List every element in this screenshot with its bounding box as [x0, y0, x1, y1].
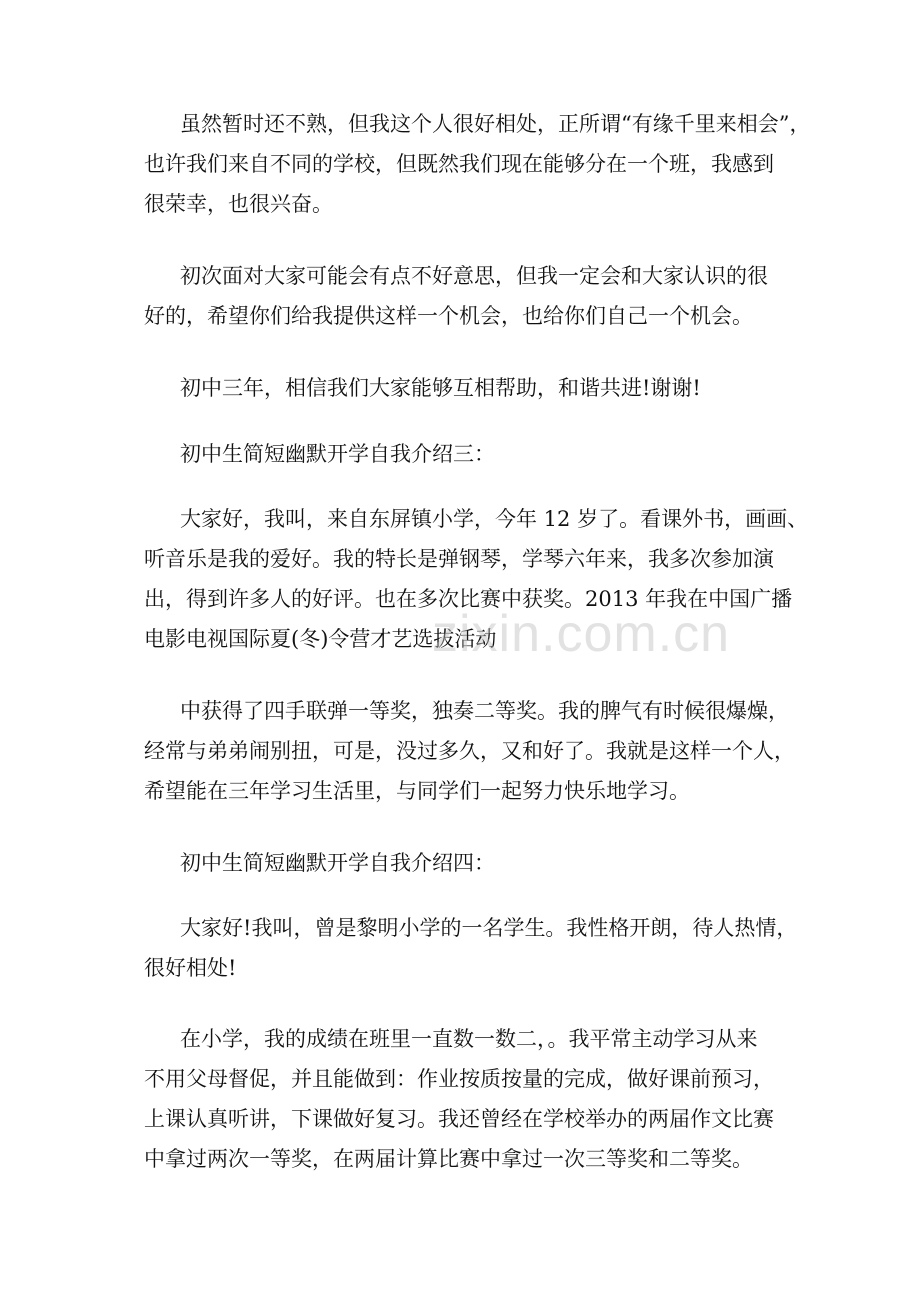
paragraph-7 — [144, 1025, 784, 1185]
text-line: 很荣幸，也很兴奋。 — [144, 192, 333, 216]
paragraph-1 — [144, 110, 811, 230]
text-line: 上课认真听讲，下课做好复习。我还曾经在学校举办的两届作文比赛 — [144, 1107, 774, 1131]
text-line: 大家好!我叫，曾是黎明小学的一名学生。我性格开朗，待人热情， — [180, 916, 798, 940]
text-line: 在小学，我的成绩在班里一直数一数二，。我平常主动学习从来 — [180, 1027, 758, 1051]
text-line: 中拿过两次一等奖，在两届计算比赛中拿过一次三等奖和二等奖。 — [144, 1147, 753, 1171]
text-line: 初中生简短幽默开学自我介绍三： — [180, 442, 495, 466]
section-heading-3 — [144, 440, 784, 480]
section-heading-4 — [144, 849, 784, 889]
text-line: 经常与弟弟闹别扭，可是，没过多久，又和好了。我就是这样一个人， — [144, 739, 795, 763]
text-line: 初次面对大家可能会有点不好意思，但我一定会和大家认识的很 — [180, 264, 768, 288]
text-line: 初中生简短幽默开学自我介绍四： — [180, 851, 495, 875]
text-line: 出，得到许多人的好评。也在多次比赛中获奖。2013 年我在中国广播 — [144, 587, 793, 611]
text-line: 好的，希望你们给我提供这样一个机会，也给你们自己一个机会。 — [144, 304, 753, 328]
text-line: 希望能在三年学习生活里，与同学们一起努力快乐地学习。 — [144, 779, 690, 803]
text-line: 大家好，我叫，来自东屏镇小学，今年 12 岁了。看课外书，画画、 — [180, 507, 809, 531]
text-line: 很好相处! — [144, 956, 237, 980]
text-line: 听音乐是我的爱好。我的特长是弹钢琴，学琴六年来，我多次参加演 — [144, 547, 774, 571]
text-line: 不用父母督促，并且能做到：作业按质按量的完成，做好课前预习， — [144, 1067, 774, 1091]
paragraph-3 — [144, 374, 784, 414]
text-line: 中获得了四手联弹一等奖，独奏二等奖。我的脾气有时候很爆燥， — [180, 699, 789, 723]
paragraph-6 — [144, 914, 798, 994]
watermark: zixin.com.cn — [432, 605, 731, 663]
paragraph-5 — [144, 697, 795, 817]
text-line: 电影电视国际夏(冬)令营才艺选拔活动 — [144, 627, 497, 651]
text-line: 虽然暂时还不熟，但我这个人很好相处，正所谓“有缘千里来相会”， — [180, 112, 811, 136]
text-line: 初中三年，相信我们大家能够互相帮助，和谐共进!谢谢! — [180, 376, 701, 400]
text-line: 也许我们来自不同的学校，但既然我们现在能够分在一个班，我感到 — [144, 152, 774, 176]
paragraph-2 — [144, 262, 784, 342]
